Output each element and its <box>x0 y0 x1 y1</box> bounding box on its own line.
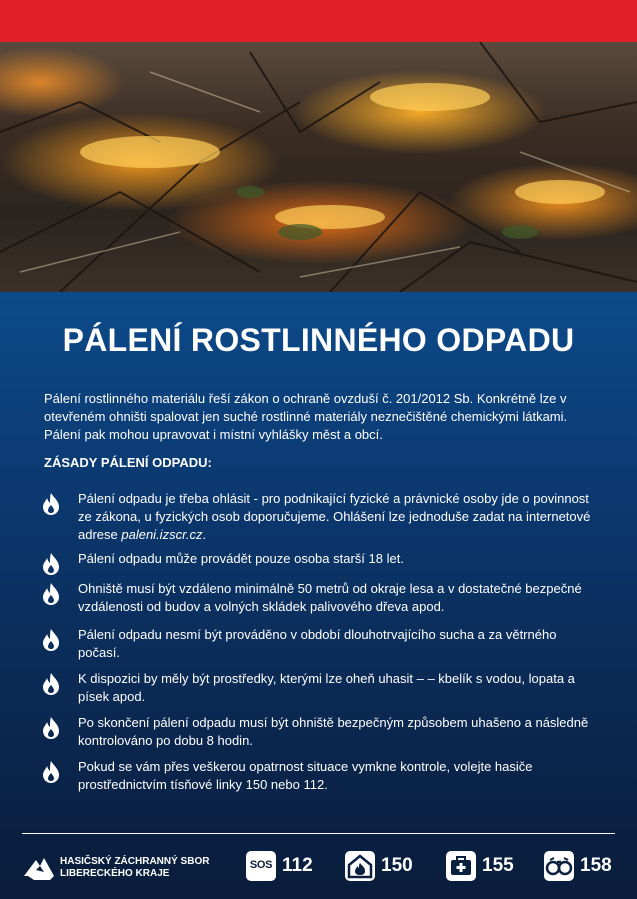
registration-link[interactable]: paleni.izscr.cz <box>121 527 203 542</box>
emergency-number: 150 <box>381 855 413 876</box>
police-handcuffs-icon <box>544 851 574 881</box>
rule-text: Pálení odpadu je třeba ohlásit - pro podnikající fyzické a právnické osoby jde o povinnost ze zákona, u fyzických osob doporučujeme. Ohlášení lze jednoduše zadat na internetové adrese paleni.izscr.cz. <box>78 491 591 542</box>
organization-name: HASIČSKÝ ZÁCHRANNÝ SBOR LIBERECKÉHO KRAJE <box>60 856 210 879</box>
burning-grass-illustration <box>0 42 637 292</box>
hzs-logo <box>22 852 232 886</box>
first-aid-icon <box>446 851 476 881</box>
flame-icon <box>40 760 62 784</box>
intro-paragraph: Pálení rostlinného materiálu řeší zákon o ochraně ovzduší č. 201/2012 Sb. Konkrétně lze v otevřeném ohništi spalovat jen suché rostlinné materiály neznečištěné chemickými látkami. Pálení pak mohou upravovat i místní vyhlášky měst a obcí. <box>44 391 568 442</box>
footer-divider <box>22 833 615 834</box>
page-title: PÁLENÍ ROSTLINNÉHO ODPADU <box>62 322 575 358</box>
rule-text: Po skončení pálení odpadu musí být ohniště bezpečným způsobem uhašeno a následně kontrolováno po dobu 8 hodin. <box>78 715 589 748</box>
rule-text: K dispozici by měly být prostředky, kterými lze oheň uhasit – – kbelík s vodou, lopata a písek apod. <box>78 671 575 704</box>
flame-icon <box>40 672 62 696</box>
top-red-bar <box>0 0 637 42</box>
flame-icon <box>40 582 62 606</box>
emergency-number: 112 <box>282 855 313 876</box>
flame-icon <box>40 628 62 652</box>
rule-text: Pálení odpadu nesmí být prováděno v období dlouhotrvajícího sucha a za větrného počasí. <box>78 627 557 660</box>
rule-text: Pálení odpadu může provádět pouze osoba starší 18 let. <box>78 551 404 566</box>
emergency-number: 158 <box>580 855 612 876</box>
rule-text: Pokud se vám přes veškerou opatrnost situace vymkne kontrole, volejte hasiče prostřednictvím tísňové linky 150 nebo 112. <box>78 759 533 792</box>
sos-icon: SOS <box>246 851 276 881</box>
flame-icon <box>40 492 62 516</box>
rules-heading: ZÁSADY PÁLENÍ ODPADU: <box>44 455 212 470</box>
fire-house-icon <box>345 851 375 881</box>
flame-icon <box>40 552 62 576</box>
emergency-number: 155 <box>482 855 514 876</box>
rule-text: Ohniště musí být vzdáleno minimálně 50 metrů od okraje lesa a v dostatečné bezpečné vzdálenosti od budov a volných skládek palivového dřeva apod. <box>78 581 582 614</box>
fire-photo <box>0 42 637 292</box>
flame-icon <box>40 716 62 740</box>
fire-rescue-emblem-icon <box>22 854 56 882</box>
